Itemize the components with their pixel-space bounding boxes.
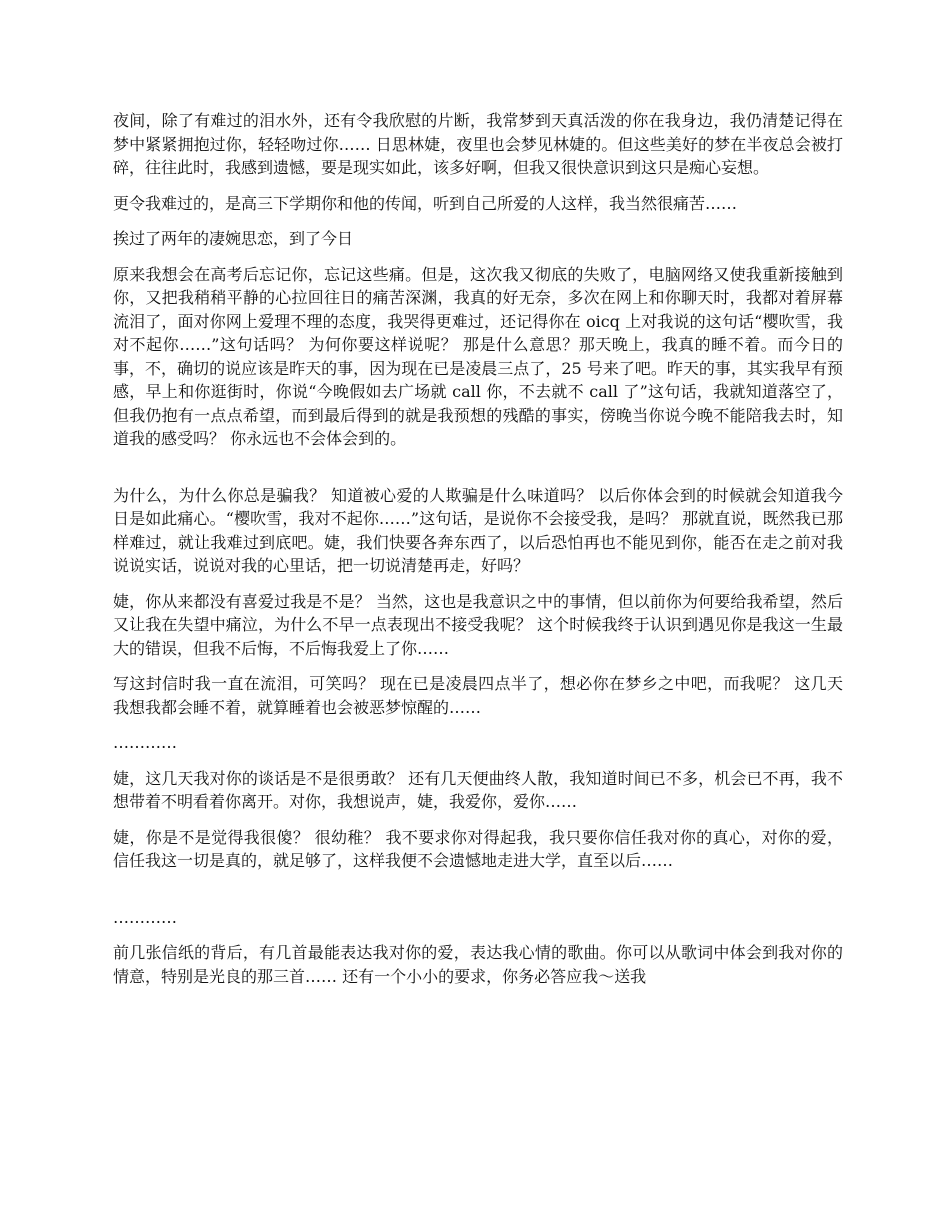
paragraph: 更令我难过的，是高三下学期你和他的传闻，听到自己所爱的人这样，我当然很痛苦…… [113, 193, 738, 213]
paragraph: 写这封信时我一直在流泪，可笑吗？ 现在已是凌晨四点半了，想必你在梦乡之中吧，而我呢？ 这几天我想我都会睡不着，就算睡着也会被恶梦惊醒的…… [113, 674, 843, 717]
ellipsis-line: ………… [113, 733, 177, 752]
paragraph: 婕，这几天我对你的谈话是不是很勇敢？ 还有几天便曲终人散，我知道时间已不多，机会已不再，我不想带着不明看着你离开。对你，我想说声，婕，我爱你，爱你…… [113, 768, 843, 811]
paragraph: 挨过了两年的凄婉思恋，到了今日 [113, 229, 354, 248]
paragraph: 前几张信纸的背后，有几首最能表达我对你的爱，表达我心情的歌曲。你可以从歌词中体会到我对你的情意，特别是光良的那三首…… 还有一个小小的要求，你务必答应我～送我 [113, 943, 843, 986]
paragraph: 为什么，为什么你总是骗我？ 知道被心爱的人欺骗是什么味道吗？ 以后你体会到的时候就会知道我今日是如此痛心。“樱吹雪，我对不起你……”这句话，是说你不会接受我，是吗？ 那就直说，既然我已那样难过，就让我难过到底吧。婕，我们快要各奔东西了，以后恐怕再也不能见到你，能否在走之前对我说说实话，说说对我的心里话，把一切说清楚再走，好吗？ [113, 485, 843, 575]
document-body [113, 109, 843, 1000]
ellipsis-line: ………… [113, 907, 177, 927]
paragraph: 夜间，除了有难过的泪水外，还有令我欣慰的片断，我常梦到天真活泼的你在我身边，我仍清楚记得在梦中紧紧拥抱过你，轻轻吻过你…… 日思林婕，夜里也会梦见林婕的。但这些美好的梦在半夜总会被打碎，往往此时，我感到遗憾，要是现实如此，该多好啊，但我又很快意识到这只是痴心妄想。 [113, 111, 843, 177]
paragraph: 原来我想会在高考后忘记你，忘记这些痛。但是，这次我又彻底的失败了，电脑网络又使我重新接触到你，又把我稍稍平静的心拉回往日的痛苦深渊，我真的好无奈，多次在网上和你聊天时，我都对着屏幕流泪了，面对你网上爱理不理的态度，我哭得更难过，还记得你在 oicq 上对我说的这句话“樱吹雪，我对不起你……”这句话吗？ 为何你要这样说呢？ 那是什么意思？那天晚上，我真的睡不着。而今日的事，不，确切的说应该是昨天的事，因为现在已是凌晨三点了，25 号来了吧。昨天的事，其实我早有预感，早上和你逛街时，你说“今晚假如去广场就 call 你，不去就不 call 了”这句话，我就知道落空了，但我仍抱有一点点希望，而到最后得到的就是我预想的残酷的事实，傍晚当你说今晚不能陪我去时，知道我的感受吗？ 你永远也不会体会到的。 [113, 264, 843, 448]
paragraph: 婕，你从来都没有喜爱过我是不是？ 当然，这也是我意识之中的事情，但以前你为何要给我希望，然后又让我在失望中痛泣，为什么不早一点表现出不接受我呢？ 这个时候我终于认识到遇见你是我这一生最大的错误，但我不后悔，不后悔我爱上了你…… [113, 591, 843, 658]
paragraph: 婕，你是不是觉得我很傻？ 很幼稚？ 我不要求你对得起我，我只要你信任我对你的真心，对你的爱，信任我这一切是真的，就足够了，这样我便不会遗憾地走进大学，直至以后…… [113, 827, 843, 870]
